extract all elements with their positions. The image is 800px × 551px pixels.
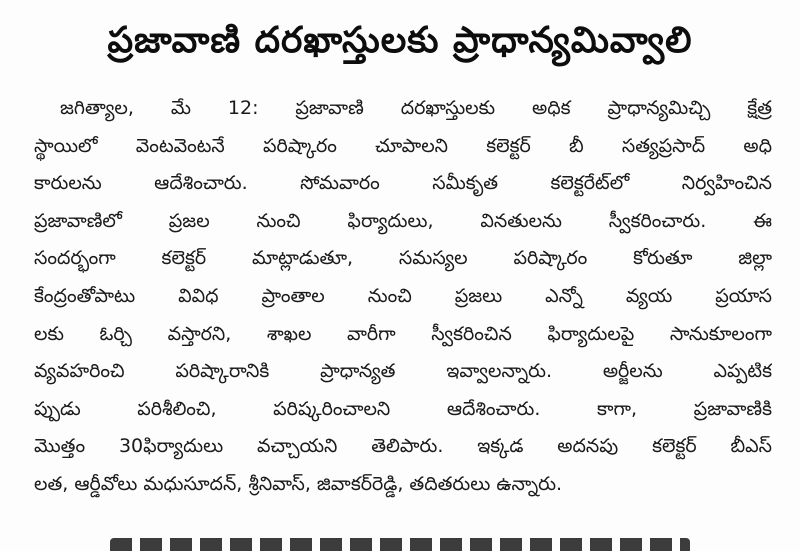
article-line: వ్యవహరించి పరిష్కారానికి ప్రాధాన్యత ఇవ్వాలన్నారు. అర్జీలను ఎప్పటిక <box>34 360 772 383</box>
cropped-headline-glyphs <box>110 538 690 551</box>
article-line: కేంద్రంతోపాటు వివిధ ప్రాంతాల నుంచి ప్రజలు ఎన్నో వ్యయ ప్రయాస <box>34 284 772 307</box>
article-headline: ప్రజావాణి దరఖాస్తులకు ప్రాధాన్యమివ్వాలి <box>107 20 693 61</box>
article-line: ప్పుడు పరిశీలించి, పరిష్కరించాలని ఆదేశించారు. కాగా, ప్రజావాణికి <box>34 397 772 420</box>
article-line: మొత్తం 30ఫిర్యాదులు వచ్చాయని తెలిపారు. ఇక్కడ అదనపు కలెక్టర్ బీఎస్ <box>34 435 772 458</box>
next-article-headline-fragment <box>110 530 690 551</box>
article-line: లకు ఓర్చి వస్తారని, శాఖల వారీగా స్వీకరించిన ఫిర్యాదులపై సానుకూలంగా <box>34 322 772 345</box>
article-line: సందర్భంగా కలెక్టర్ మాట్లాడుతూ, సమస్యల పరిష్కారం కోరుతూ జిల్లా <box>34 247 772 270</box>
article-body <box>34 90 772 504</box>
article-line: కారులను ఆదేశించారు. సోమవారం సమీకృత కలెక్టరేట్‌లో నిర్వహించిన <box>34 172 772 195</box>
article-line: జగిత్యాల, మే 12: ప్రజావాణి దరఖాస్తులకు అధిక ప్రాధాన్యమిచ్చి క్షేత్ర <box>60 97 772 119</box>
article-line: స్థాయిలో వెంటవెంటనే పరిష్కారం చూపాలని కలెక్టర్ బీ సత్యప్రసాద్ అధి <box>34 134 772 157</box>
article-line: ప్రజావాణిలో ప్రజల నుంచి ఫిర్యాదులు, వినతులను స్వీకరించారు. ఈ <box>34 209 772 232</box>
article-line: లత, ఆర్డీవోలు మధుసూదన్, శ్రీనివాస్, జివాకర్‌రెడ్డి, తదితరులు ఉన్నారు. <box>34 472 563 495</box>
